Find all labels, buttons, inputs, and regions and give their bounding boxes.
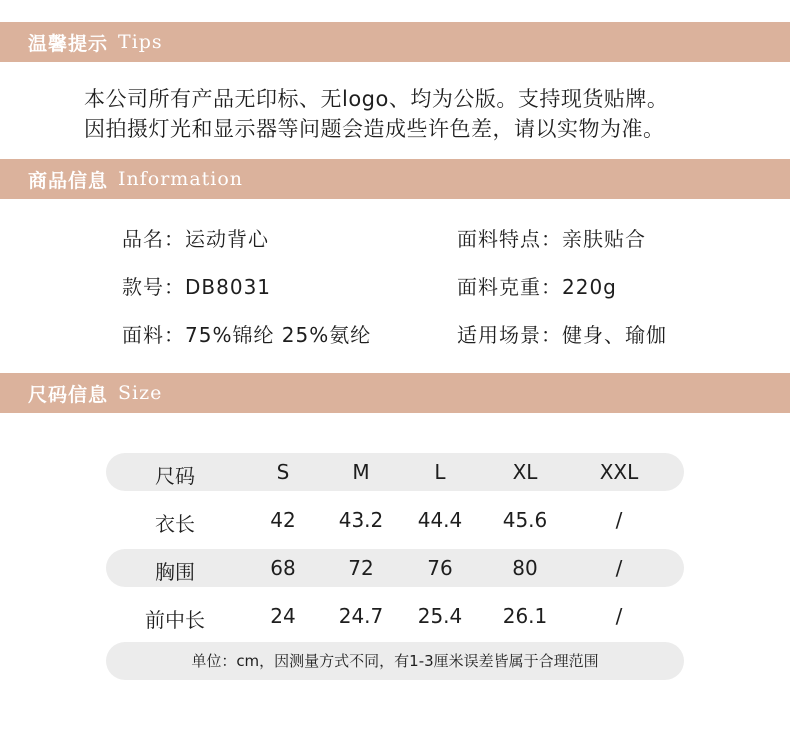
header-cell: S [276,460,290,484]
info-style-number: 款号：DB8031 [122,275,272,299]
size-header-bar [0,373,790,413]
row-label: 胸围 [155,560,195,584]
table-cell: / [615,508,623,532]
table-cell: 76 [427,556,453,580]
info-fabric-feature: 面料特点：亲肤贴合 [457,227,646,251]
size-title-zh: 尺码信息 [28,383,109,406]
info-product-name: 品名：运动背心 [122,227,269,251]
table-cell: / [615,556,623,580]
information-title-en: Information [118,168,244,190]
tips-line-2: 因拍摄灯光和显示器等问题会造成些许色差，请以实物为准。 [84,117,665,141]
header-cell: M [352,460,370,484]
table-cell: 24.7 [338,604,384,628]
header-cell: XXL [599,460,639,484]
tips-line-1: 本公司所有产品无印标、无logo、均为公版。支持现货贴牌。 [84,87,669,111]
information-header-bar [0,159,790,199]
tips-title-en: Tips [118,31,163,53]
information-title-zh: 商品信息 [28,169,109,192]
table-cell: 43.2 [338,508,384,532]
table-cell: 24 [270,604,296,628]
header-cell: XL [512,460,538,484]
table-cell: 68 [270,556,296,580]
row-label: 衣长 [155,512,195,536]
size-title-en: Size [118,382,163,404]
table-cell: 26.1 [502,604,548,628]
table-cell: 44.4 [417,508,463,532]
table-cell: 72 [348,556,374,580]
header-cell: L [434,460,446,484]
tips-title-zh: 温馨提示 [28,32,109,55]
table-cell: / [615,604,623,628]
table-cell: 45.6 [502,508,548,532]
header-cell: 尺码 [155,464,195,488]
table-cell: 42 [270,508,296,532]
tips-header-bar [0,22,790,62]
info-usage-scene: 适用场景：健身、瑜伽 [457,323,667,347]
table-cell: 25.4 [417,604,463,628]
info-fabric-weight: 面料克重：220g [457,275,617,299]
size-note: 单位：cm，因测量方式不同，有1-3厘米误差皆属于合理范围 [191,652,599,670]
row-label: 前中长 [145,608,205,632]
info-fabric: 面料：75%锦纶 25%氨纶 [122,323,372,347]
table-cell: 80 [512,556,538,580]
